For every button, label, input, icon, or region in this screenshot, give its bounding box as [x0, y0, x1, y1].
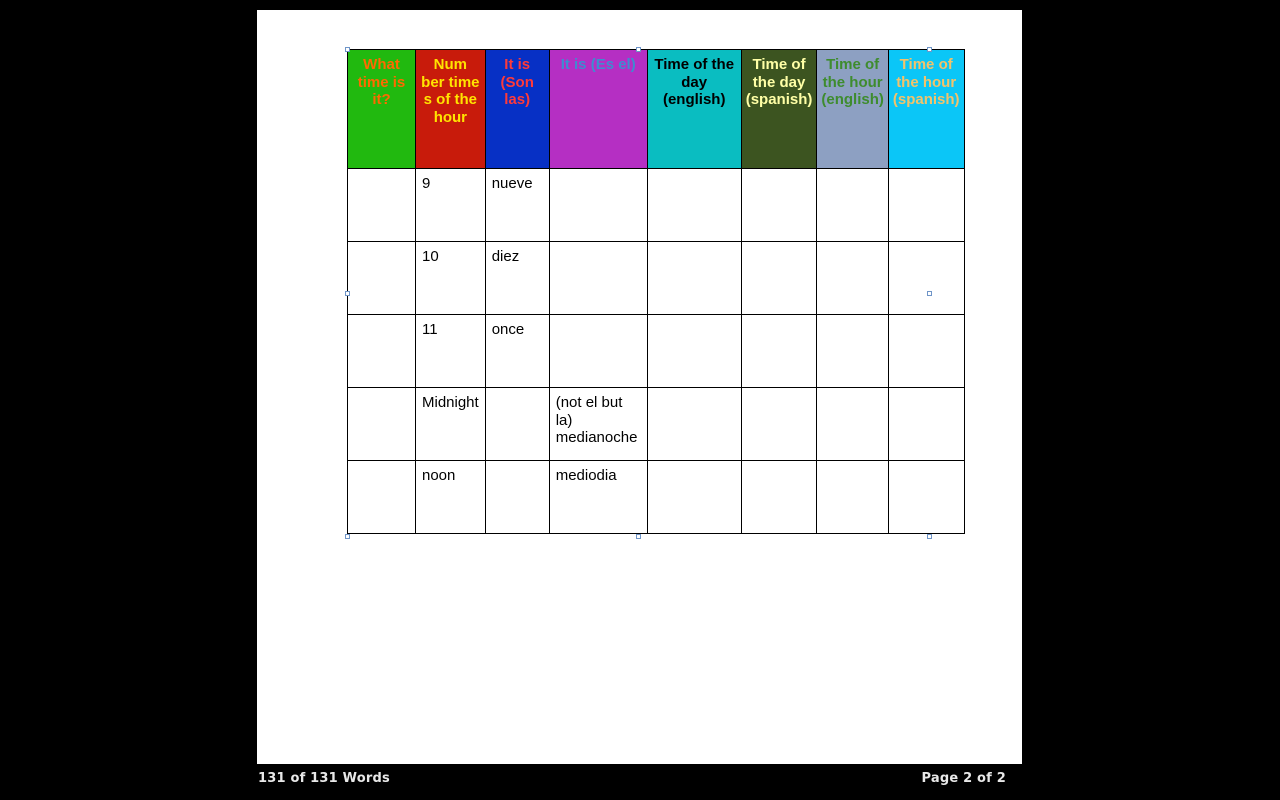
table-cell[interactable]: [647, 169, 741, 242]
table-cell[interactable]: [888, 242, 964, 315]
table-cell[interactable]: [348, 461, 416, 534]
table-cell[interactable]: [348, 315, 416, 388]
resize-handle-top-right[interactable]: [927, 47, 932, 52]
table-cell[interactable]: [647, 315, 741, 388]
table-cell[interactable]: noon: [416, 461, 486, 534]
table-cell[interactable]: [647, 242, 741, 315]
table-row: [348, 461, 965, 534]
resize-handle-bottom-left[interactable]: [345, 534, 350, 539]
table-cell[interactable]: 11: [416, 315, 486, 388]
table-cell[interactable]: [888, 169, 964, 242]
header-cell[interactable]: Time of the day (spanish): [741, 50, 817, 169]
schedule-table[interactable]: [347, 49, 965, 534]
resize-handle-middle-left[interactable]: [345, 291, 350, 296]
table-cell[interactable]: [817, 388, 888, 461]
table-row: [348, 315, 965, 388]
table-cell[interactable]: [888, 315, 964, 388]
table-cell[interactable]: mediodia: [549, 461, 647, 534]
resize-handle-bottom-right[interactable]: [927, 534, 932, 539]
table-cell[interactable]: [348, 388, 416, 461]
table-cell[interactable]: [348, 242, 416, 315]
header-cell[interactable]: Time of the day (english): [647, 50, 741, 169]
header-cell[interactable]: It is (Son las): [485, 50, 549, 169]
table-cell[interactable]: [817, 461, 888, 534]
header-cell[interactable]: Time of the hour (spanish): [888, 50, 964, 169]
table-cell[interactable]: Midnight: [416, 388, 486, 461]
table-cell[interactable]: [888, 461, 964, 534]
table-cell[interactable]: once: [485, 315, 549, 388]
table-cell[interactable]: (not el but la) medianoche: [549, 388, 647, 461]
header-row: [348, 50, 965, 169]
table-cell[interactable]: [741, 388, 817, 461]
header-cell[interactable]: Time of the hour (english): [817, 50, 888, 169]
table-cell[interactable]: [741, 315, 817, 388]
resize-handle-bottom-center[interactable]: [636, 534, 641, 539]
header-cell[interactable]: It is (Es el): [549, 50, 647, 169]
table-cell[interactable]: 9: [416, 169, 486, 242]
document-page[interactable]: [257, 10, 1022, 764]
resize-handle-top-left[interactable]: [345, 47, 350, 52]
table-cell[interactable]: [647, 461, 741, 534]
table-cell[interactable]: [741, 242, 817, 315]
word-count: 131 of 131 Words: [258, 771, 390, 786]
table-row: [348, 242, 965, 315]
table-cell[interactable]: [817, 315, 888, 388]
table-cell[interactable]: [888, 388, 964, 461]
table-cell[interactable]: [549, 242, 647, 315]
table-cell[interactable]: [549, 315, 647, 388]
resize-handle-middle-right[interactable]: [927, 291, 932, 296]
header-cell[interactable]: What time is it?: [348, 50, 416, 169]
table-row: [348, 169, 965, 242]
table-cell[interactable]: [817, 169, 888, 242]
header-cell[interactable]: Num ber time s of the hour: [416, 50, 486, 169]
table-cell[interactable]: [817, 242, 888, 315]
table-cell[interactable]: [549, 169, 647, 242]
table-row: [348, 388, 965, 461]
table-cell[interactable]: [485, 461, 549, 534]
table-cell[interactable]: 10: [416, 242, 486, 315]
table-cell[interactable]: nueve: [485, 169, 549, 242]
resize-handle-top-center[interactable]: [636, 47, 641, 52]
table-cell[interactable]: [647, 388, 741, 461]
table-cell[interactable]: [741, 461, 817, 534]
table-cell[interactable]: [348, 169, 416, 242]
table-cell[interactable]: [741, 169, 817, 242]
table-cell[interactable]: [485, 388, 549, 461]
page-indicator: Page 2 of 2: [921, 771, 1006, 786]
table-cell[interactable]: diez: [485, 242, 549, 315]
